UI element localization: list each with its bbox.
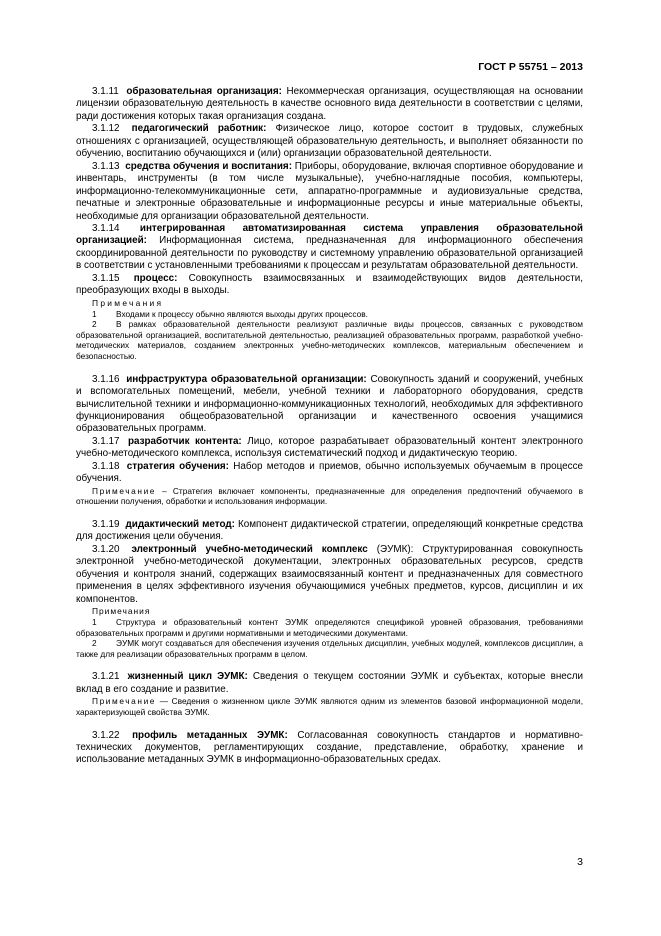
- definition-term: электронный учебно-методический комплекс: [131, 543, 368, 555]
- definition-text: Лицо, которое разрабатывает образовательный контент электронного учебно-методического комплекса, используя систематический подход и дидактическую теорию.: [76, 435, 584, 460]
- definition-text: (ЭУМК): Структурированная совокупность электронной учебно-методической документации, электронных образовательных ресурсов, средств обучения и контроля знаний, содержащих взаимосвязанный контент и предназначенных для совместного применения в целях эффективного изучения обучающимися учебных предметов, курсов, дисциплин и их компонентов.: [76, 543, 583, 605]
- definition-term: средства обучения и воспитания:: [125, 160, 292, 172]
- spacer: [76, 507, 583, 519]
- spacer: [76, 362, 583, 374]
- definition-term: жизненный цикл ЭУМК:: [127, 671, 248, 683]
- note-item: 1 Входами к процессу обычно являются выходы других процессов.: [92, 308, 368, 319]
- definition-term: педагогический работник:: [131, 123, 267, 135]
- definition-3-1-21: 3.1.21 жизненный цикл ЭУМК: Сведения о текущем состоянии ЭУМК и субъектах, которые внесли вклад в его создание и развитие.: [76, 671, 583, 695]
- definition-text: Физическое лицо, которое состоит в трудовых, служебных отношениях с организацией, осуществляющей образовательную деятельность, и выполняет обязанности по обучению, воспитанию обучающихся и (или) организации образовательной деятельности.: [76, 123, 584, 160]
- definition-term: процесс:: [133, 272, 178, 284]
- definition-3-1-18: 3.1.18 стратегия обучения: Набор методов и приемов, обычно используемых обучаемым в процессе обучения.: [76, 460, 583, 485]
- note-label: Примечание: [92, 696, 157, 707]
- note-label: Примечание: [92, 485, 157, 496]
- definition-text: Некоммерческая организация, осуществляющая на основании лицензии образовательную деятельность в качестве основного вида деятельности в соответствии с целями, ради достижения которых такая организация создана.: [76, 86, 583, 122]
- definition-term: разработчик контента:: [127, 435, 242, 447]
- definition-term: стратегия обучения:: [126, 460, 229, 472]
- definition-term: профиль метаданных ЭУМК:: [132, 729, 288, 741]
- definition-term: инфраструктура образовательной организации:: [126, 373, 367, 385]
- definition-3-1-15: 3.1.15 процесс: Совокупность взаимосвязанных и взаимодействующих видов деятельности, преобразующих входы в выходы.: [76, 272, 583, 297]
- definition-3-1-14: 3.1.14 интегрированная автоматизированная система управления образовательной организацией: Информационная система, предназначенная для информационного обеспечения скоординированной деятельности по руководству и системному управлению образовательной организацией в соответствии с установленными требованиями к процессам и результатам образовательной деятельности.: [76, 222, 583, 272]
- definition-text: Набор методов и приемов, обычно используемых обучаемым в процессе обучения.: [76, 460, 583, 485]
- note-3-1-18: Примечание – Стратегия включает компоненты, предназначенные для определения предпочтений обучаемого в отношении получения, обработки и использования информации.: [76, 485, 583, 507]
- definition-term: дидактический метод:: [125, 518, 235, 530]
- definition-text: Компонент дидактической стратегии, определяющий конкретные средства для достижения цели обучения.: [76, 518, 583, 543]
- notes-heading: Примечания: [92, 297, 164, 308]
- definition-term: интегрированная автоматизированная система управления образовательной организацией:: [76, 222, 583, 247]
- definition-text: Приборы, оборудование, включая спортивное оборудование и инвентарь, инструменты (в том числе музыкальные), учебно-наглядные пособия, компьютеры, информационно-телекоммуникационные сети, аппаратно-программные и аудиовизуальные средства, печатные и электронные образовательные и информационные ресурсы и иные материальные объекты, необходимые для организации образовательной деятельности.: [76, 160, 583, 222]
- page-number: 3: [577, 856, 583, 868]
- definition-3-1-12: 3.1.12 педагогический работник: Физическое лицо, которое состоит в трудовых, служебных отношениях с организацией, осуществляющей образовательную деятельность, и выполняет обязанности по обучению, воспитанию обучающихся и (или) организации образовательной деятельности.: [76, 123, 584, 160]
- definitions-content: [76, 86, 583, 767]
- definition-3-1-20: 3.1.20 электронный учебно-методический комплекс (ЭУМК): Структурированная совокупность электронной учебно-методической документации, электронных образовательных ресурсов, средств обучения и контроля знаний, содержащих взаимосвязанный контент и предназначенных для совместного применения в целях эффективного изучения обучающимися учебных предметов, курсов, дисциплин и их компонентов.: [76, 543, 583, 605]
- definition-term: образовательная организация:: [126, 86, 282, 97]
- definition-3-1-17: 3.1.17 разработчик контента: Лицо, которое разрабатывает образовательный контент электронного учебно-методического комплекса, используя систематический подход и дидактическую теорию.: [76, 435, 584, 460]
- definition-3-1-19: 3.1.19 дидактический метод: Компонент дидактической стратегии, определяющий конкретные средства для достижения цели обучения.: [76, 518, 583, 543]
- definition-text: Информационная система, предназначенная для информационного обеспечения скоординированной деятельности по руководству и системному управлению образовательной организацией в соответствии с установленными требованиями к процессам и результатам образовательной деятельности.: [76, 235, 583, 272]
- note-item: 2 В рамках образовательной деятельности реализуют различные виды процессов, связанных с руководством образовательной организацией, воспитательной деятельностью, реализацией образовательных программ, разработкой учебно-методических материалов, созданием электронных учебно-методических комплексов, материальным обеспечением и безопасностью.: [76, 319, 583, 362]
- definition-text: Совокупность зданий и сооружений, учебных и вспомогательных помещений, мебели, учебной техники и лабораторного оборудования, средств вычислительной техники и информационно-коммуникационных технологий, необходимых для эффективного функционирования общеобразовательной организации и качественного освоения учащимися образовательных программ.: [76, 373, 584, 435]
- definition-3-1-16: 3.1.16 инфраструктура образовательной организации: Совокупность зданий и сооружений, учебных и вспомогательных помещений, мебели, учебной техники и лабораторного оборудования, средств вычислительной техники и информационно-коммуникационных технологий, необходимых для эффективного функционирования общеобразовательной организации и качественного освоения учащимися образовательных программ.: [76, 373, 584, 435]
- spacer: [76, 718, 583, 730]
- note-item: 2 ЭУМК могут создаваться для обеспечения изучения отдельных дисциплин, учебных модулей, комплексов дисциплин, а также для реализации образовательных программ в целом.: [76, 638, 583, 659]
- definition-3-1-13: 3.1.13 средства обучения и воспитания: Приборы, оборудование, включая спортивное оборудование и инвентарь, инструменты (в том числе музыкальные), учебно-наглядные пособия, компьютеры, информационно-телекоммуникационные сети, аппаратно-программные и аудиовизуальные средства, печатные и электронные образовательные и информационные ресурсы и иные материальные объекты, необходимые для организации образовательной деятельности.: [76, 160, 583, 222]
- note-item: 1 Структура и образовательный контент ЭУМК определяются спецификой уровней образования, требованиями образовательных программ и другими нормативными и методическими документами.: [76, 617, 583, 638]
- note-3-1-21: Примечание — Сведения о жизненном цикле ЭУМК являются одним из элементов базовой информационной модели, характеризующей свойства ЭУМК.: [76, 696, 583, 717]
- notes-heading: Примечания: [92, 606, 151, 617]
- definition-text: Совокупность взаимосвязанных и взаимодействующих видов деятельности, преобразующих входы в выходы.: [76, 272, 583, 297]
- definition-3-1-11: 3.1.11 образовательная организация: Некоммерческая организация, осуществляющая на основании лицензии образовательную деятельность в качестве основного вида деятельности в соответствии с целями, ради достижения которых такая организация создана.: [76, 86, 583, 122]
- standard-header: ГОСТ Р 55751 – 2013: [478, 61, 583, 73]
- spacer: [76, 659, 583, 671]
- definition-3-1-22: 3.1.22 профиль метаданных ЭУМК: Согласованная совокупность стандартов и нормативно-технических документов, регламентирующих создание, представление, обработку, хранение и использование метаданных ЭУМК в информационно-образовательных средах.: [76, 729, 583, 766]
- definition-text: Согласованная совокупность стандартов и нормативно-технических документов, регламентирующих создание, представление, обработку, хранение и использование метаданных ЭУМК в информационно-образовательных средах.: [76, 729, 583, 766]
- definition-text: Сведения о текущем состоянии ЭУМК и субъектах, которые внесли вклад в его создание и развитие.: [76, 671, 583, 695]
